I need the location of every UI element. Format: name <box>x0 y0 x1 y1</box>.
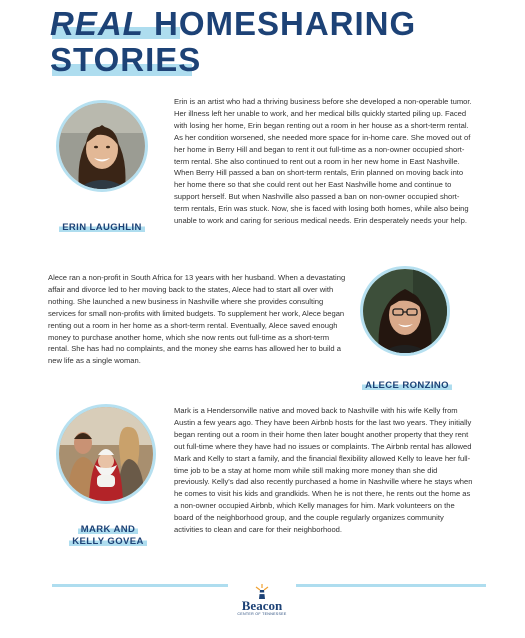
woman-smiling-photo <box>59 103 145 189</box>
erin-bio: Erin is an artist who had a thriving business before she developed a non-operable tumor. Her illness left her unable to work, and her medical bills quickly started piling up. Faced with losing her home, Erin began renting out a room in her house as a short-term rental. As her condition worsened, she needed more space for in-home care. She moved out of her home in Berry Hill and began to rent it out full-time as a non-owner occupied short-term rental. She also continued to rent out a room in her new home in East Nashville. When Berry Hill passed a ban on short-term rentals, Erin planned on moving back into her home there so that she could rent out her East Nashville home and continue to support herself. But when Nashville also passed a ban on non-owner occupied short-term rentals, Erin was stuck. Now, she is faced with losing both homes, while also being unable to work and caring for serious medical needs. Erin desperately needs your help. <box>174 97 472 226</box>
erin-name: ERIN LAUGHLIN <box>40 222 164 234</box>
page-title <box>50 6 490 78</box>
couple-with-santa-photo <box>59 407 153 501</box>
title-line2: STORIES <box>50 41 202 78</box>
woman-with-glasses-photo <box>363 269 447 353</box>
beacon-logo <box>234 584 290 617</box>
logo-wordmark: Beacon <box>241 598 283 613</box>
footer-rule-left <box>52 584 228 587</box>
alece-photo <box>360 266 450 356</box>
erin-photo <box>56 100 148 192</box>
footer-rule-right <box>296 584 486 587</box>
alece-name: ALECE RONZINO <box>346 380 468 392</box>
alece-bio: Alece ran a non-profit in South Africa for 13 years with her husband. When a devastating affair and divorce led to her moving back to the states, Alece had to start all over with nothing. She launched a new business in Nashville where she provides consulting services for small non-profits with limited budgets. To supplement her work, Alece began renting out a room in her home as a short-term rental. Eventually, Alece saved enough money to purchase another home, which she now rents out full-time as a short-term rental. She has had no complaints, and the money she earns has allowed her to build a new life as a single woman. <box>48 273 346 366</box>
govea-name: MARK AND KELLY GOVEA <box>60 524 156 548</box>
govea-bio: Mark is a Hendersonville native and moved back to Nashville with his wife Kelly from Austin a few years ago. They have been Airbnb hosts for the last two years. They initially began renting out a room in their home then later bought another property that they rent out full-time where they have had no issues or complaints. The Airbnb rental has allowed Mark and Kelly to start a family, and the financial flexibility allowed Kelly to leave her full-time job to be a stay at home mom while still making more money than she did previously. Kelly's dad also recently purchased a home in Nashville where he stays when he comes to visit his kids and grandkids. When he is not there, he rents out the home as a non-owner occupied Airbnb, which Kelly manages for him. Mark volunteers on the board of the neighborhood group, and the couple regularly organizes community activities to clean and care for their neighborhood. <box>174 406 473 535</box>
lighthouse-icon <box>254 584 270 599</box>
logo-subtitle: CENTER OF TENNESSEE <box>237 612 287 616</box>
title-line1: HOMESHARING <box>143 5 417 42</box>
govea-photo <box>56 404 156 504</box>
title-emphasis: REAL <box>50 5 144 42</box>
